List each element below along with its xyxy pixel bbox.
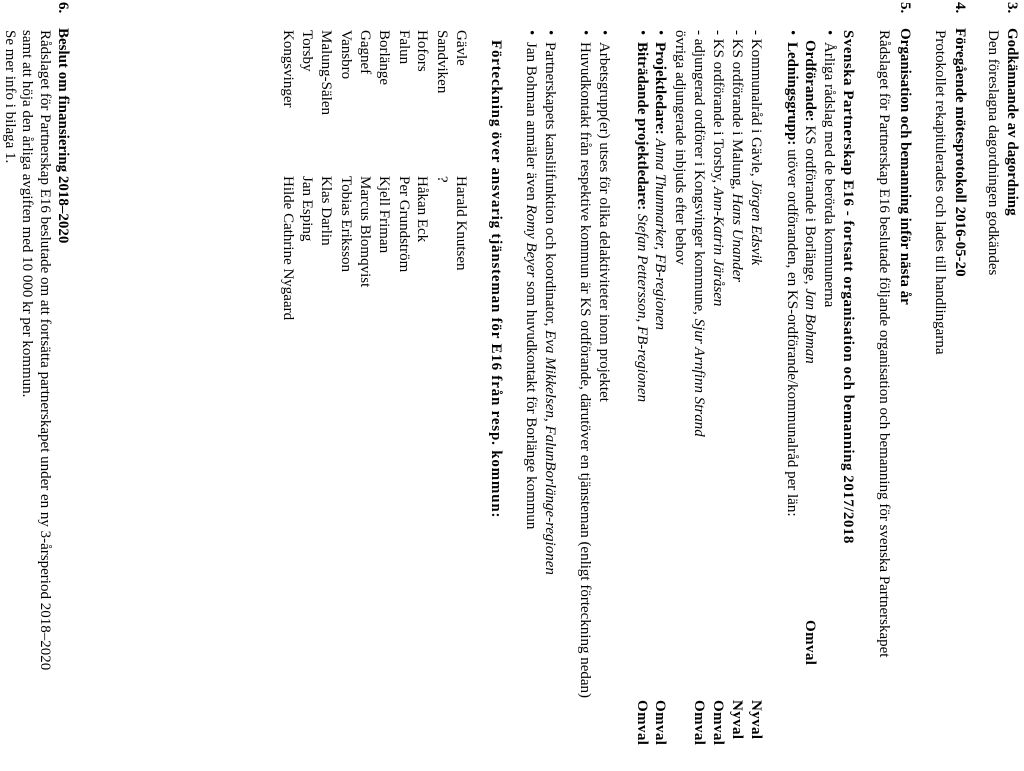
chair-line bbox=[801, 40, 819, 364]
member-name: Ann-Katrin Järåsen bbox=[710, 186, 726, 307]
main-contact-bullet bbox=[576, 30, 594, 698]
officials-name: Klas Darlin bbox=[318, 176, 334, 246]
additional-contact-before: Jan Bohman anmäler även bbox=[523, 42, 539, 201]
member-line bbox=[728, 30, 746, 282]
officials-name: Marcus Blomqvist bbox=[357, 176, 373, 288]
item-4-number: 4. bbox=[952, 2, 968, 14]
officials-municipality: Falun bbox=[396, 30, 412, 65]
item-3-number: 3. bbox=[1004, 2, 1020, 14]
officials-municipality: Vansbro bbox=[338, 30, 354, 80]
working-groups-text: Arbetsgrupp(er) utses för olika delaktiviteter inom projektet bbox=[596, 42, 612, 402]
chair-status: Omval bbox=[802, 620, 818, 666]
item-4-title: Föregående mötesprotokoll 2016-05-20 bbox=[952, 28, 968, 277]
member-status: Omval bbox=[710, 700, 726, 746]
item-4-text: Protokollet rekapitulerades och lades till handlingarna bbox=[932, 30, 948, 355]
bullet-icon: • bbox=[523, 30, 539, 36]
bullet-icon: • bbox=[784, 30, 800, 36]
bullet-icon: • bbox=[542, 30, 558, 36]
officials-name: Hilde Cathrine Nygaard bbox=[280, 176, 296, 321]
officials-name: Tobias Eriksson bbox=[338, 176, 354, 273]
project-leader-label: Projektledare: bbox=[652, 42, 668, 135]
item-6-number: 6. bbox=[55, 2, 71, 14]
item-6-title: Beslut om finansiering 2018–2020 bbox=[55, 28, 71, 244]
project-leader-status: Omval bbox=[652, 700, 668, 746]
member-role: - adjungerad ordförer i Kongsvinger kommune, bbox=[691, 30, 707, 315]
member-role: - KS ordförande i Malung, bbox=[729, 30, 745, 190]
bullet-icon: • bbox=[652, 30, 668, 36]
officials-municipality: Malung-Sälen bbox=[318, 30, 334, 115]
item-3-title: Godkännande av dagordning bbox=[1004, 28, 1020, 216]
officials-municipality: Gagnef bbox=[357, 30, 373, 75]
member-status: Nyval bbox=[729, 700, 745, 740]
working-groups-bullet bbox=[595, 30, 613, 402]
member-role: - Kommunalråd i Gävle, bbox=[748, 30, 764, 177]
chair-text: KS ordförande i Borlänge, bbox=[802, 125, 818, 285]
officials-municipality: Sandviken bbox=[434, 30, 450, 94]
management-group-text: utöver ordföranden, en KS-ordförande/kommunalråd per län: bbox=[784, 149, 800, 517]
annual-meetings-text: Årliga rådslag med de berörda kommunerna bbox=[821, 42, 837, 308]
officials-name: Harald Knutsen bbox=[453, 176, 469, 271]
officials-municipality: Torsby bbox=[299, 30, 315, 72]
member-name: Hans Unander bbox=[729, 193, 745, 283]
bullet-icon: • bbox=[596, 30, 612, 36]
additional-contact-after: som huvudkontakt för Borlänge kommun bbox=[523, 281, 539, 530]
project-leader-name: Anna Thunmarker, FB-regionen bbox=[652, 138, 668, 330]
item-5-number: 5. bbox=[897, 2, 913, 14]
deputy-project-leader-label: Biträdande projektledare: bbox=[634, 42, 650, 211]
item-5-title: Organisation och bemanning inför nästa år bbox=[897, 28, 913, 305]
officials-name: Per Grundström bbox=[396, 176, 412, 273]
others-note: övriga adjungerade inbjuds efter behov bbox=[672, 30, 688, 265]
member-status: Omval bbox=[691, 700, 707, 746]
officials-heading: Förteckning över ansvarig tjänsteman för E16 från resp. kommun: bbox=[488, 40, 504, 519]
member-line bbox=[747, 30, 765, 265]
item-6-line: Se mer info i bilaga 1. bbox=[2, 30, 18, 164]
secretariat-text: Partnerskapets kansliifunktion och koordinator, bbox=[542, 42, 558, 327]
deputy-project-leader-status: Omval bbox=[634, 700, 650, 746]
member-status: Nyval bbox=[748, 700, 764, 740]
item-6-line: Rådslaget för Partnerskap E16 beslutade om att fortsätta partnerskapet under en ny 3-årsperiod 2018–2020 bbox=[37, 30, 53, 671]
officials-municipality: Borlänge bbox=[376, 30, 392, 85]
bullet-icon: • bbox=[577, 30, 593, 36]
chair-label: Ordförande: bbox=[802, 40, 818, 122]
officials-municipality: Gävle bbox=[453, 30, 469, 66]
management-group-label: Ledningsgrupp: bbox=[784, 42, 800, 146]
deputy-project-leader-name: Stefan Pettersson, FB-regionen bbox=[634, 213, 650, 403]
officials-name: Jan Esping bbox=[299, 176, 315, 242]
officials-name: Håkan Eck bbox=[414, 176, 430, 243]
annual-meetings-bullet bbox=[820, 30, 838, 307]
chair-name: Jan Bohman bbox=[802, 288, 818, 364]
member-role: - KS ordförande i Torsby, bbox=[710, 30, 726, 184]
bullet-icon: • bbox=[634, 30, 650, 36]
secretariat-bullet bbox=[541, 30, 559, 575]
officials-municipality: Hofors bbox=[414, 30, 430, 72]
item-5-text: Rådslaget för Partnerskap E16 beslutade följande organisation och bemanning för svenska Partnerskapet bbox=[876, 30, 892, 658]
deputy-project-leader-bullet bbox=[633, 30, 651, 402]
organisation-heading: Svenska Partnerskap E16 - fortsatt organisation och bemanning 2017/2018 bbox=[840, 30, 856, 544]
member-name: Sjur Arnfinn Strand bbox=[691, 318, 707, 437]
item-3-text: Den föreslagna dagordningen godkändes bbox=[985, 30, 1001, 276]
officials-name: Kjell Friman bbox=[376, 176, 392, 254]
member-line bbox=[709, 30, 727, 306]
additional-contact-bullet bbox=[522, 30, 540, 529]
bullet-icon: • bbox=[821, 30, 837, 36]
management-group-bullet bbox=[783, 30, 801, 517]
additional-contact-name: Romy Beyer bbox=[523, 204, 539, 278]
item-6-line: samt att höja den årliga avgiften med 10 000 kr per kommun. bbox=[19, 30, 35, 398]
member-name: Jörgen Edsvik bbox=[748, 180, 764, 266]
secretariat-name: Eva Mikkelsen, FalunBorlänge-regionen bbox=[542, 330, 558, 575]
project-leader-bullet bbox=[651, 30, 669, 330]
main-contact-text: Huvudkontakt från respektive kommun är KS ordförande, därutöver en tjänsteman (enligt förteckning nedan) bbox=[577, 42, 593, 699]
member-line bbox=[690, 30, 708, 437]
officials-municipality: Kongsvinger bbox=[280, 30, 296, 108]
officials-name: ? bbox=[434, 176, 450, 183]
